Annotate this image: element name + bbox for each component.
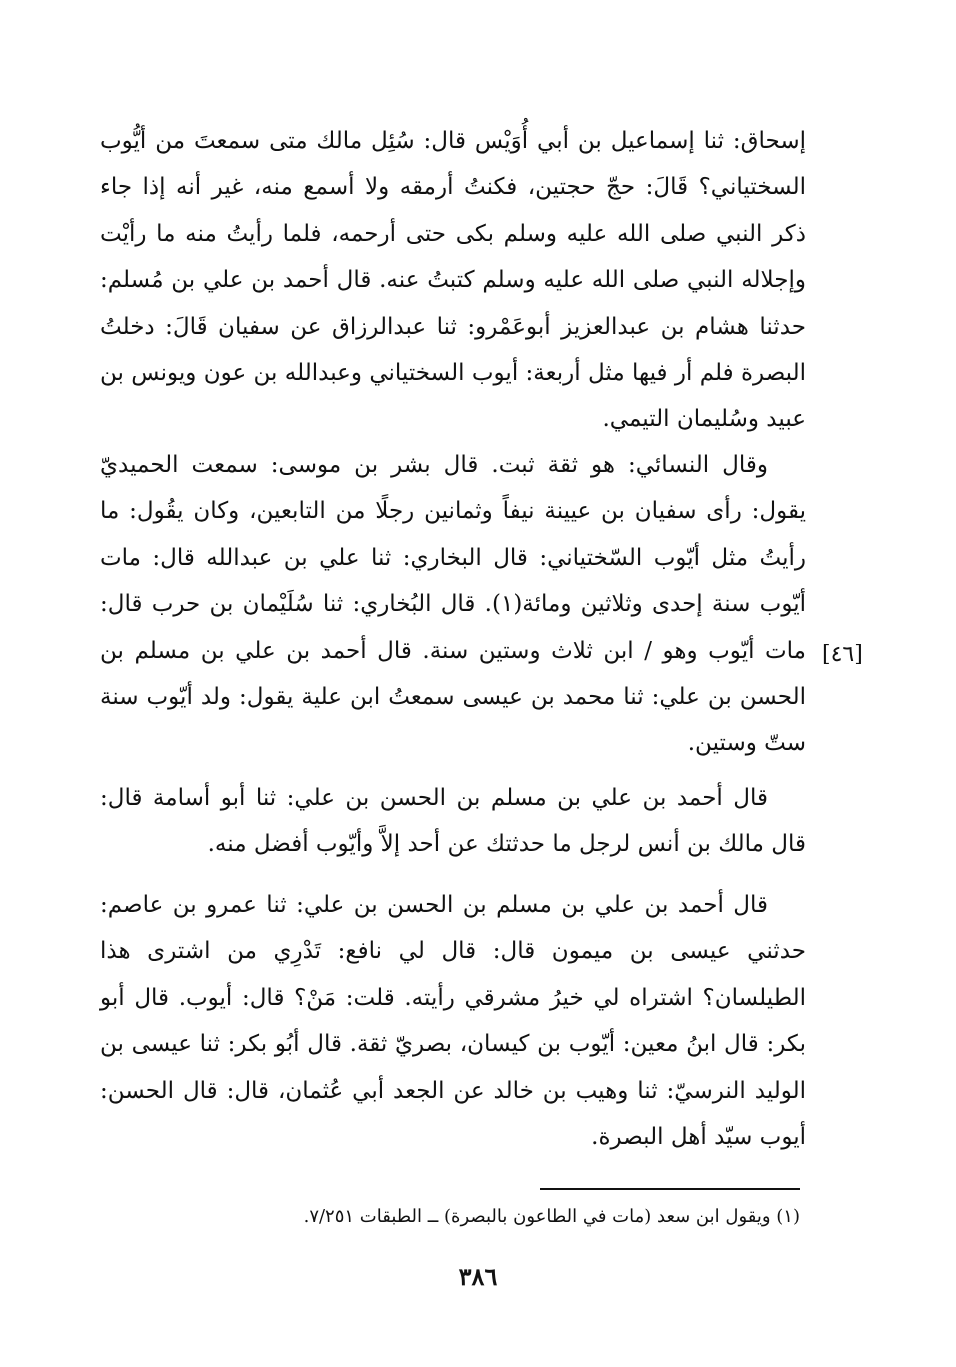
- footnote: (١) ويقول ابن سعد (مات في الطاعون بالبصرة) ــ الطبقات ٧/٢٥١.: [303, 1206, 800, 1227]
- body-paragraph-4: قال أحمد بن علي بن مسلم بن الحسن بن علي: ثنا عمرو بن عاصم: حدثني عيسى بن ميمون قال: قال لي نافع: تَدْرِي من اشترى هذا الطيلسان؟ اشتراه لي خيرُ مشرقي رأيته. قلت: مَنْ؟ قال: أيوب. قال أبو بكر: قال ابنُ معين: أيّوب بن كيسان، بصريّ ثقة. قال أبُو بكر: ثنا عيسى بن الوليد النرسيّ: ثنا وهيب بن خالد عن الجعد أبي عُثمان، قال: قال الحسن: أيوب سيّد أهل البصرة.: [100, 892, 806, 1151]
- footnote-divider: [540, 1188, 800, 1190]
- body-paragraph-3: قال أحمد بن علي بن مسلم بن الحسن بن علي: ثنا أبو أسامة قال: قال مالك بن أنس لرجل ما حدثتك عن أحد إلاَّ وأيّوب أفضل منه.: [100, 785, 806, 858]
- page-number: ٣٨٦: [458, 1262, 498, 1291]
- body-paragraph-2: وقال النسائي: هو ثقة ثبت. قال بشر بن موسى: سمعت الحميديّ يقول: رأى سفيان بن عيينة نيفاً وثمانين رجلًا من التابعين، وكان يقُول: ما رأيتُ مثل أيّوب السّختياني: قال البخاري: ثنا علي بن عبدالله قال: مات أيّوب سنة إحدى وثلاثين ومائة(١). قال البُخاري: ثنا سُلَيْمان بن حرب قال: مات أيّوب وهو / ابن ثلاث وستين سنة. قال أحمد بن علي بن مسلم بن الحسن بن علي: ثنا محمد بن عيسى سمعتُ ابن علية يقول: ولد أيّوب سنة ستّ وستين.: [100, 452, 806, 757]
- body-paragraph-1: إسحاق: ثنا إسماعيل بن أبي أُوَيْس قال: سُئِل مالك متى سمعتَ من أيُّوب السختياني؟ قَالَ: حجّ حجتين، فكنتُ أرمقه ولا أسمع منه، غير أنه إذا جاء ذكر النبي صلى الله عليه وسلم بكى حتى أرحمه، فلما رأيتُ منه ما رأيْت وإجلاله النبي صلى الله عليه وسلم كتبتُ عنه. قال أحمد بن علي بن مُسلم: حدثنا هشام بن عبدالعزيز أبوعَمْرو: ثنا عبدالرزاق عن سفيان قَالَ: دخلتُ البصرة فلم أر فيها مثل أربعة: أيوب السختياني وعبدالله بن عون ويونس بن عبيد وسُليمان التيمي.: [100, 128, 806, 433]
- margin-page-reference: [٤٦]: [822, 642, 863, 667]
